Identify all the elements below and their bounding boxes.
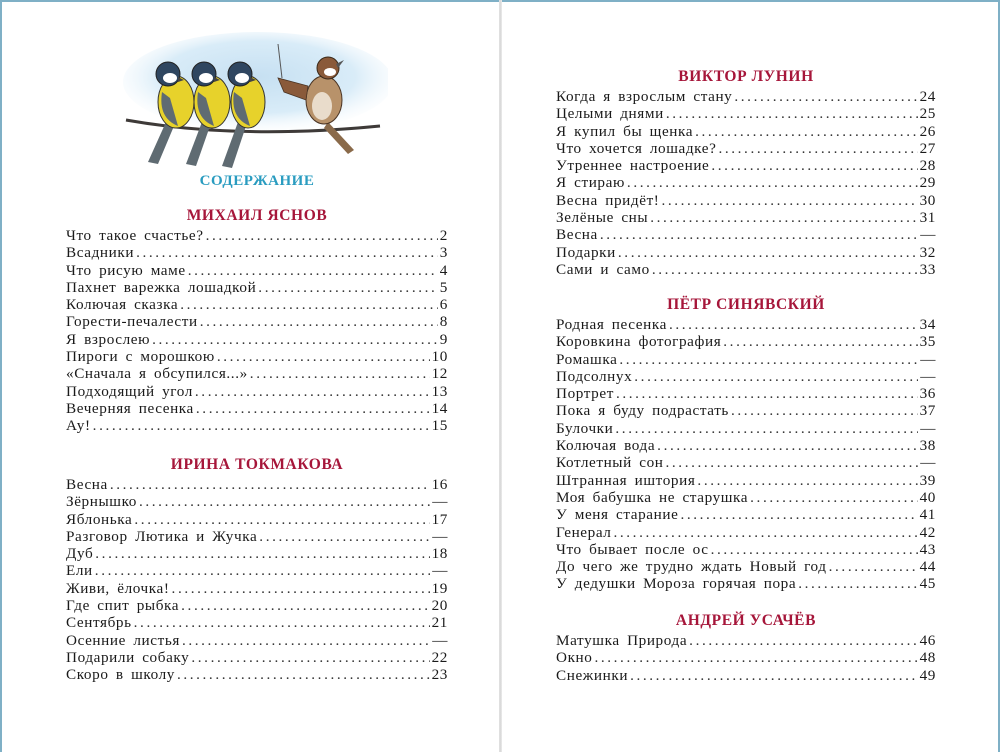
- entry-title: Подсолнух: [556, 367, 633, 385]
- toc-entry[interactable]: [66, 597, 448, 614]
- dot-leader: [93, 417, 430, 434]
- toc-entry[interactable]: [556, 174, 936, 191]
- entry-title: Родная песенка: [556, 316, 667, 333]
- toc-entry[interactable]: [556, 333, 936, 350]
- entry-page-number: 8: [439, 313, 448, 331]
- toc-entry[interactable]: [556, 541, 936, 558]
- toc-entry[interactable]: [66, 262, 448, 279]
- toc-entry[interactable]: [556, 632, 936, 649]
- entry-page-number: 21: [431, 614, 448, 632]
- dot-leader: [616, 385, 918, 402]
- entry-title: Я купил бы щенка: [556, 122, 694, 140]
- toc-entry[interactable]: [66, 632, 448, 649]
- author-section: [556, 66, 936, 278]
- entry-title: У меня старание: [556, 506, 679, 524]
- book-gutter: [499, 0, 502, 752]
- dot-leader: [711, 541, 918, 558]
- toc-entry[interactable]: [556, 261, 936, 278]
- toc-entry[interactable]: [66, 493, 448, 510]
- entry-title: Колючая сказка: [66, 296, 179, 314]
- entry-title: «Сначала я обсупился...»: [66, 365, 248, 383]
- entry-title: Моя бабушка не старушка: [556, 488, 749, 506]
- entry-title: Целыми днями: [556, 105, 664, 123]
- entry-title: Я взрослею: [66, 330, 151, 348]
- author-section: [66, 454, 448, 684]
- entry-page-number: —: [432, 527, 448, 545]
- dot-leader: [110, 476, 430, 493]
- toc-entry[interactable]: [556, 472, 936, 489]
- entry-page-number: 31: [919, 209, 936, 227]
- toc-entry[interactable]: [66, 545, 448, 562]
- entry-page-number: 37: [919, 402, 936, 420]
- entry-title: До чего же трудно ждать Новый год: [556, 558, 827, 576]
- entry-page-number: —: [920, 350, 936, 368]
- dot-leader: [666, 105, 918, 122]
- entry-title: Снежинки: [556, 666, 629, 684]
- dot-leader: [695, 123, 918, 140]
- entry-page-number: 22: [431, 648, 448, 666]
- dot-leader: [95, 545, 429, 562]
- toc-entry[interactable]: [556, 437, 936, 454]
- entry-page-number: 30: [919, 191, 936, 209]
- toc-entry[interactable]: [556, 506, 936, 523]
- author-section: [556, 610, 936, 684]
- entry-page-number: 24: [919, 88, 936, 105]
- toc-entry[interactable]: [556, 524, 936, 541]
- entry-page-number: 34: [919, 316, 936, 333]
- entry-list: [556, 88, 936, 278]
- entry-title: Сентябрь: [66, 614, 132, 632]
- entry-page-number: 46: [919, 632, 936, 649]
- entry-title: Коровкина фотография: [556, 333, 722, 351]
- entry-page-number: —: [920, 454, 936, 472]
- toc-entry[interactable]: [66, 227, 448, 244]
- entry-title: Осенние листья: [66, 631, 180, 649]
- toc-entry[interactable]: [556, 667, 936, 684]
- dot-leader: [152, 331, 438, 348]
- toc-entry[interactable]: [556, 558, 936, 575]
- entry-page-number: 19: [431, 579, 448, 597]
- dot-leader: [661, 192, 917, 209]
- entry-page-number: 39: [919, 471, 936, 489]
- dot-leader: [259, 528, 430, 545]
- author-section: [66, 205, 448, 435]
- dot-leader: [718, 140, 917, 157]
- entry-title: Дуб: [66, 545, 94, 563]
- dot-leader: [217, 348, 430, 365]
- entry-title: Булочки: [556, 419, 614, 437]
- entry-title: Ромашка: [556, 350, 618, 368]
- dot-leader: [657, 437, 917, 454]
- toc-entry[interactable]: [66, 296, 448, 313]
- toc-entry[interactable]: [66, 614, 448, 631]
- dot-leader: [181, 597, 429, 614]
- entry-title: Подходящий угол: [66, 382, 193, 400]
- toc-entry[interactable]: [556, 316, 936, 333]
- dot-leader: [731, 402, 918, 419]
- dot-leader: [182, 632, 430, 649]
- dot-leader: [798, 575, 917, 592]
- dot-leader: [134, 614, 430, 631]
- toc-entry[interactable]: [66, 666, 448, 683]
- entry-page-number: 36: [919, 385, 936, 403]
- entry-title: Что рисую маме: [66, 261, 186, 279]
- entry-page-number: 15: [431, 417, 448, 435]
- toc-entry[interactable]: [66, 400, 448, 417]
- toc-entry[interactable]: [556, 489, 936, 506]
- entry-title: Вечерняя песенка: [66, 399, 194, 417]
- entry-title: Подарки: [556, 243, 616, 261]
- author-name: ВИКТОР ЛУНИН: [678, 68, 814, 85]
- entry-title: Горести-печалести: [66, 313, 198, 331]
- entry-title: Что такое счастье?: [66, 227, 204, 244]
- entry-title: Подарили собаку: [66, 648, 190, 666]
- entry-title: Сами и само: [556, 260, 650, 278]
- entry-title: Ау!: [66, 417, 91, 435]
- entry-page-number: 43: [919, 540, 936, 558]
- entry-title: Пироги с морошкою: [66, 348, 215, 366]
- toc-entry[interactable]: [556, 209, 936, 226]
- dot-leader: [630, 667, 918, 684]
- entry-title: Пока я буду подрастать: [556, 402, 729, 420]
- entry-page-number: —: [920, 226, 936, 244]
- entry-page-number: 41: [919, 506, 936, 524]
- left-page: [66, 0, 448, 752]
- entry-page-number: 35: [919, 333, 936, 351]
- entry-title: Пахнет варежка лошадкой: [66, 278, 257, 296]
- entry-page-number: 4: [439, 261, 448, 279]
- entry-page-number: 29: [919, 174, 936, 192]
- dot-leader: [669, 316, 918, 333]
- toc-entry[interactable]: [556, 575, 936, 592]
- author-name: МИХАИЛ ЯСНОВ: [186, 207, 328, 224]
- entry-title: Разговор Лютика и Жучка: [66, 527, 258, 545]
- dot-leader: [829, 558, 918, 575]
- dot-leader: [652, 261, 918, 278]
- toc-entry[interactable]: [66, 417, 448, 434]
- entry-page-number: 6: [439, 296, 448, 314]
- entry-page-number: 14: [431, 399, 448, 417]
- toc-heading: СОДЕРЖАНИЕ: [199, 173, 315, 189]
- toc-entry[interactable]: [66, 244, 448, 261]
- dot-leader: [697, 472, 917, 489]
- entry-title: Окно: [556, 649, 593, 667]
- dot-leader: [188, 262, 438, 279]
- dot-leader: [136, 244, 438, 261]
- dot-leader: [711, 157, 917, 174]
- author-name: АНДРЕЙ УСАЧЁВ: [675, 612, 817, 629]
- dot-leader: [195, 383, 430, 400]
- entry-page-number: 40: [919, 488, 936, 506]
- birds-illustration: [118, 22, 388, 172]
- entry-title: Что хочется лошадке?: [556, 139, 717, 157]
- dot-leader: [180, 296, 438, 313]
- entry-page-number: 17: [431, 510, 448, 528]
- dot-leader: [734, 88, 917, 105]
- entry-page-number: —: [432, 493, 448, 511]
- entry-page-number: 23: [431, 666, 448, 684]
- entry-page-number: 26: [919, 122, 936, 140]
- toc-entry[interactable]: [556, 88, 936, 105]
- dot-leader: [95, 562, 430, 579]
- dot-leader: [200, 313, 438, 330]
- entry-title: Что бывает после ос: [556, 540, 709, 558]
- dot-leader: [650, 209, 917, 226]
- toc-entry[interactable]: [66, 580, 448, 597]
- dot-leader: [634, 368, 918, 385]
- entry-page-number: 18: [431, 545, 448, 563]
- entry-title: Ели: [66, 562, 93, 580]
- toc-entry[interactable]: [556, 649, 936, 666]
- dot-leader: [196, 400, 430, 417]
- author-name: ИРИНА ТОКМАКОВА: [170, 456, 344, 473]
- toc-entry[interactable]: [66, 528, 448, 545]
- entry-page-number: 5: [439, 278, 448, 296]
- entry-title: Весна придёт!: [556, 191, 660, 209]
- entry-page-number: 9: [439, 330, 448, 348]
- entry-title: Живи, ёлочка!: [66, 579, 170, 597]
- entry-page-number: 28: [919, 157, 936, 175]
- toc-entry[interactable]: [66, 649, 448, 666]
- toc-entry[interactable]: [556, 105, 936, 122]
- entry-list: [556, 632, 936, 684]
- entry-title: Весна: [556, 226, 598, 244]
- entry-title: Штранная иштория: [556, 471, 696, 489]
- toc-entry[interactable]: [66, 383, 448, 400]
- toc-entry[interactable]: [556, 192, 936, 209]
- entry-title: Скоро в школу: [66, 666, 175, 684]
- toc-entry[interactable]: [556, 368, 936, 385]
- entry-title: Утреннее настроение: [556, 157, 710, 175]
- entry-page-number: 33: [919, 260, 936, 278]
- entry-page-number: 2: [439, 227, 448, 244]
- entry-page-number: 44: [919, 558, 936, 576]
- dot-leader: [750, 489, 917, 506]
- dot-leader: [139, 493, 430, 510]
- dot-leader: [613, 524, 917, 541]
- entry-title: Генерал: [556, 523, 612, 541]
- toc-entry[interactable]: [556, 454, 936, 471]
- dot-leader: [618, 244, 918, 261]
- dot-leader: [250, 365, 430, 382]
- entry-title: У дедушки Мороза горячая пора: [556, 575, 797, 593]
- toc-entry[interactable]: [66, 331, 448, 348]
- dot-leader: [666, 454, 919, 471]
- entry-page-number: —: [432, 562, 448, 580]
- toc-entry[interactable]: [556, 402, 936, 419]
- toc-entry[interactable]: [556, 157, 936, 174]
- entry-page-number: 3: [439, 244, 448, 262]
- entry-list: [66, 227, 448, 435]
- author-name: ПЁТР СИНЯВСКИЙ: [667, 296, 825, 313]
- entry-page-number: 10: [431, 348, 448, 366]
- dot-leader: [615, 420, 918, 437]
- dot-leader: [172, 580, 430, 597]
- entry-page-number: 27: [919, 139, 936, 157]
- dot-leader: [177, 666, 430, 683]
- toc-entry[interactable]: [556, 244, 936, 261]
- entry-page-number: 12: [431, 365, 448, 383]
- toc-entry[interactable]: [66, 511, 448, 528]
- right-page: [556, 0, 936, 752]
- entry-title: Яблонька: [66, 510, 133, 528]
- dot-leader: [627, 174, 918, 191]
- toc-entry[interactable]: [66, 313, 448, 330]
- dot-leader: [134, 511, 429, 528]
- dot-leader: [689, 632, 917, 649]
- entry-title: Портрет: [556, 385, 614, 403]
- entry-title: Когда я взрослым стану: [556, 88, 733, 105]
- entry-title: Я стираю: [556, 174, 625, 192]
- entry-page-number: 13: [431, 382, 448, 400]
- entry-page-number: 20: [431, 597, 448, 615]
- entry-title: Зелёные сны: [556, 209, 649, 227]
- entry-list: [556, 316, 936, 593]
- dot-leader: [206, 227, 438, 244]
- entry-title: Котлетный сон: [556, 454, 664, 472]
- entry-list: [66, 476, 448, 684]
- toc-entry[interactable]: [66, 279, 448, 296]
- entry-page-number: 42: [919, 523, 936, 541]
- entry-page-number: —: [432, 631, 448, 649]
- entry-title: Где спит рыбка: [66, 597, 180, 615]
- entry-page-number: 25: [919, 105, 936, 123]
- toc-entry[interactable]: [556, 140, 936, 157]
- entry-page-number: 38: [919, 437, 936, 455]
- entry-page-number: —: [920, 367, 936, 385]
- toc-entry[interactable]: [66, 476, 448, 493]
- dot-leader: [258, 279, 438, 296]
- dot-leader: [723, 333, 917, 350]
- entry-page-number: 16: [431, 476, 448, 493]
- entry-page-number: —: [920, 419, 936, 437]
- toc-entry[interactable]: [556, 226, 936, 243]
- entry-page-number: 32: [919, 243, 936, 261]
- toc-entry[interactable]: [66, 348, 448, 365]
- toc-entry[interactable]: [556, 351, 936, 368]
- toc-entry[interactable]: [556, 123, 936, 140]
- entry-title: Зёрнышко: [66, 493, 137, 511]
- entry-title: Колючая вода: [556, 437, 656, 455]
- toc-entry[interactable]: [556, 420, 936, 437]
- toc-entry[interactable]: [66, 365, 448, 382]
- dot-leader: [191, 649, 429, 666]
- entry-title: Матушка Природа: [556, 632, 688, 649]
- entry-title: Всадники: [66, 244, 135, 262]
- author-section: [556, 294, 936, 593]
- entry-page-number: 49: [919, 666, 936, 684]
- dot-leader: [619, 351, 918, 368]
- entry-title: Весна: [66, 476, 108, 493]
- entry-page-number: 45: [919, 575, 936, 593]
- dot-leader: [600, 226, 918, 243]
- toc-entry[interactable]: [556, 385, 936, 402]
- dot-leader: [594, 649, 917, 666]
- dot-leader: [680, 506, 917, 523]
- entry-page-number: 48: [919, 649, 936, 667]
- toc-entry[interactable]: [66, 562, 448, 579]
